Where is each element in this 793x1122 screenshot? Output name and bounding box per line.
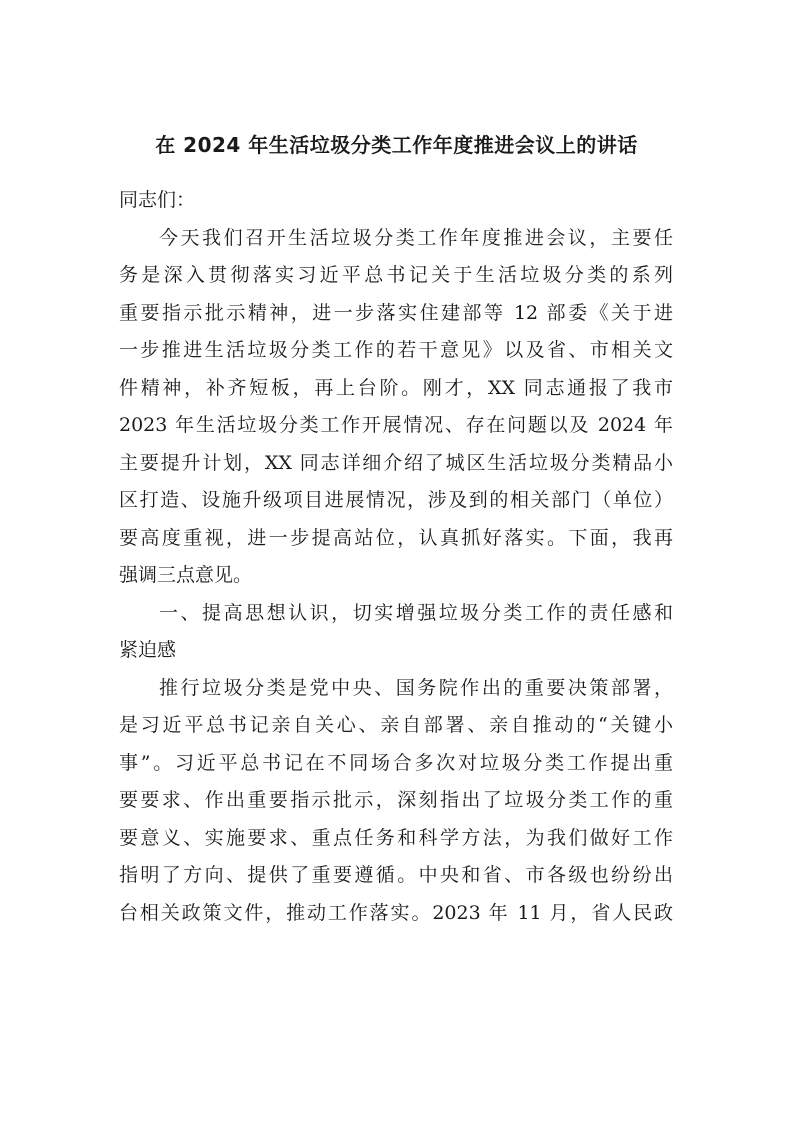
section-heading-line: 一、提高思想认识，切实增强垃圾分类工作的责任感和 xyxy=(159,601,673,624)
paragraph-line: 是习近平总书记亲自关心、亲自部署、亲自推动的“关键小 xyxy=(119,714,673,736)
paragraph-line: 件精神，补齐短板，再上台阶。刚才，XX 同志通报了我市 xyxy=(119,376,673,399)
paragraph-line: 2023 年生活垃圾分类工作开展情况、存在问题以及 2024 年 xyxy=(119,414,673,436)
paragraph-line: 指明了方向、提供了重要遵循。中央和省、市各级也纷纷出 xyxy=(119,864,673,886)
paragraph-line: 要要求、作出重要指示批示，深刻指出了垃圾分类工作的重 xyxy=(119,789,673,811)
paragraph-line: 区打造、设施升级项目进展情况，涉及到的相关部门（单位） xyxy=(119,489,673,511)
document-body xyxy=(119,182,673,932)
document-title: 在 2024 年生活垃圾分类工作年度推进会议上的讲话 xyxy=(155,133,638,157)
paragraph-line: 重要指示批示精神，进一步落实住建部等 12 部委《关于进 xyxy=(119,301,673,324)
paragraph-line: 事”。习近平总书记在不同场合多次对垃圾分类工作提出重 xyxy=(119,751,673,774)
paragraph-line: 一步推进生活垃圾分类工作的若干意见》以及省、市相关文 xyxy=(119,339,673,361)
section-heading-line: 紧迫感 xyxy=(119,639,177,661)
paragraph-line: 主要提升计划，XX 同志详细介绍了城区生活垃圾分类精品小 xyxy=(119,451,673,474)
paragraph-line: 台相关政策文件，推动工作落实。2023 年 11 月，省人民政 xyxy=(119,901,673,924)
paragraph-line: 强调三点意见。 xyxy=(119,564,253,586)
paragraph-line: 今天我们召开生活垃圾分类工作年度推进会议，主要任 xyxy=(159,226,673,249)
paragraph-line: 务是深入贯彻落实习近平总书记关于生活垃圾分类的系列 xyxy=(119,264,673,286)
salutation-line: 同志们： xyxy=(119,189,196,211)
paragraph-line: 要意义、实施要求、重点任务和科学方法，为我们做好工作 xyxy=(119,826,673,849)
paragraph-line: 推行垃圾分类是党中央、国务院作出的重要决策部署， xyxy=(159,676,673,699)
paragraph-line: 要高度重视，进一步提高站位，认真抓好落实。下面，我再 xyxy=(119,526,673,549)
